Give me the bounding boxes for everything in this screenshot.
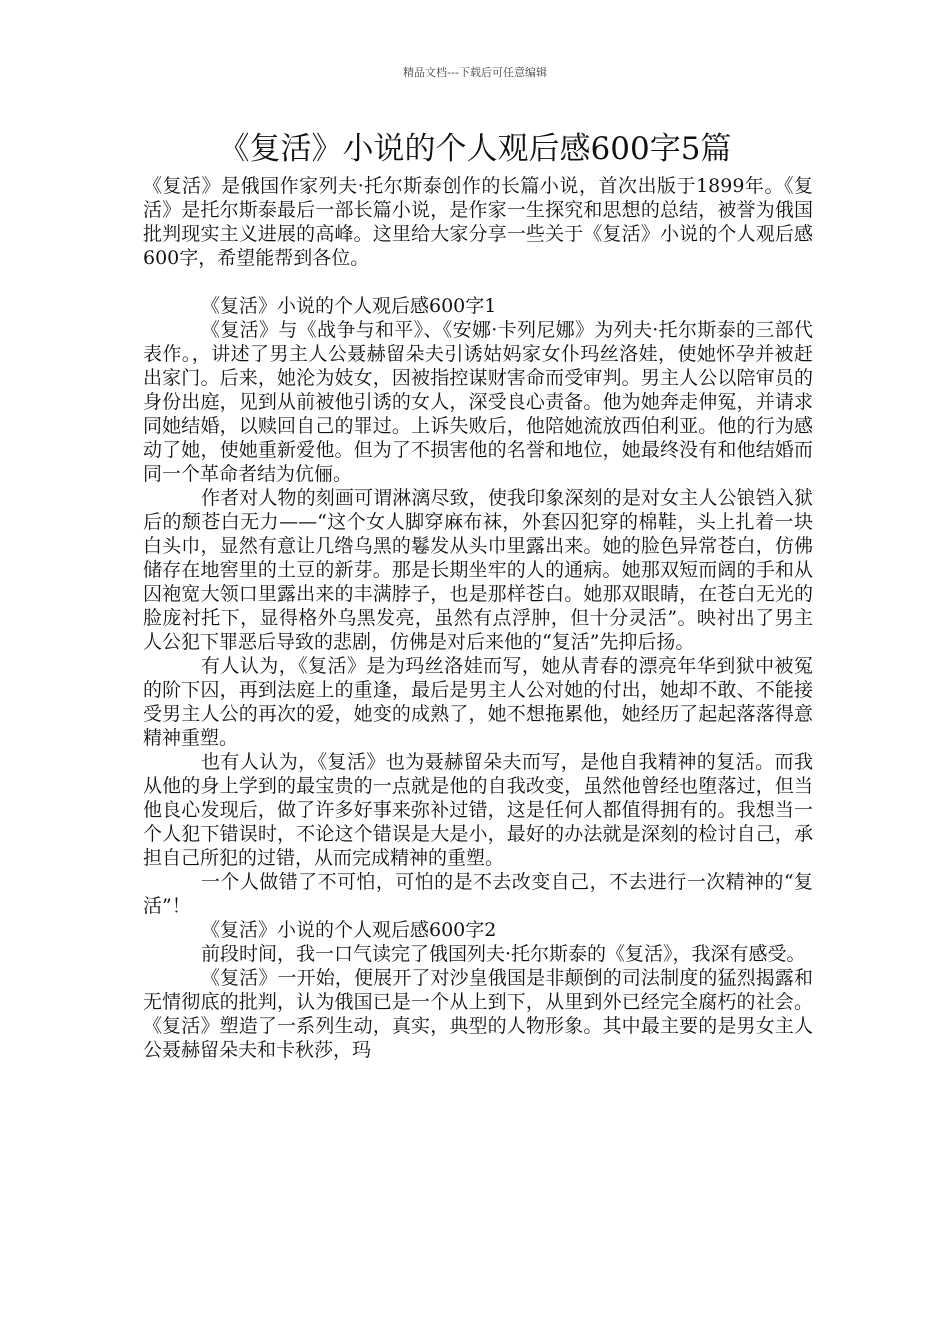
body-paragraph: 作者对人物的刻画可谓淋漓尽致，使我印象深刻的是对女主人公锒铛入狱后的颓苍白无力——“这个女人脚穿麻布袜，外套囚犯穿的棉鞋，头上扎着一块白头巾，显然有意让几绺乌黑的鬈发从头巾里露出来。她的脸色异常苍白，仿佛储存在地窖里的土豆的新芽。那是长期坐牢的人的通病。她那双短而阔的手和从囚袍宽大领口里露出来的丰满脖子，也是那样苍白。她那双眼睛，在苍白无光的脸庞衬托下，显得格外乌黑发亮，虽然有点浮肿，但十分灵活”。映衬出了男主人公犯下罪恶后导致的悲剧，仿佛是对后来他的“复活”先抑后扬。 (143, 487, 813, 653)
body-paragraph: 前段时间，我一口气读完了俄国列夫·托尔斯泰的《复活》，我深有感受。 (201, 943, 806, 965)
body-paragraph: 《复活》一开始，便展开了对沙皇俄国是非颠倒的司法制度的猛烈揭露和无情彻底的批判，认为俄国已是一个从上到下，从里到外已经完全腐朽的社会。《复活》塑造了一系列生动，真实，典型的人物形象。其中最主要的是男女主人公聂赫留朵夫和卡秋莎，玛 (143, 967, 813, 1061)
section-heading-1: 《复活》小说的个人观后感600字1 (201, 295, 497, 317)
body-paragraph: 有人认为，《复活》是为玛丝洛娃而写，她从青春的漂亮年华到狱中被冤的阶下囚，再到法庭上的重逢，最后是男主人公对她的付出，她却不敢、不能接受男主人公的再次的爱，她变的成熟了，她不想拖累他，她经历了起起落落得意精神重塑。 (143, 655, 813, 749)
body-paragraph: 一个人做错了不可怕，可怕的是不去改变自己，不去进行一次精神的“复活”！ (143, 871, 813, 917)
intro-paragraph: 《复活》是俄国作家列夫·托尔斯泰创作的长篇小说，首次出版于1899年。《复活》是托尔斯泰最后一部长篇小说，是作家一生探究和思想的总结，被誉为俄国批判现实主义进展的高峰。这里给大家分享一些关于《复活》小说的个人观后感600字，希望能帮到各位。 (143, 175, 813, 269)
section-heading-2: 《复活》小说的个人观后感600字2 (201, 919, 497, 941)
body-paragraph: 也有人认为，《复活》也为聂赫留朵夫而写，是他自我精神的复活。而我从他的身上学到的最宝贵的一点就是他的自我改变，虽然他曾经也堕落过，但当他良心发现后，做了许多好事来弥补过错，这是任何人都值得拥有的。我想当一个人犯下错误时，不论这个错误是大是小，最好的办法就是深刻的检讨自己，承担自己所犯的过错，从而完成精神的重塑。 (143, 751, 813, 869)
document-body (143, 174, 813, 1062)
body-paragraph: 《复活》与《战争与和平》、《安娜·卡列尼娜》为列夫·托尔斯泰的三部代表作。，讲述了男主人公聂赫留朵夫引诱姑妈家女仆玛丝洛娃，使她怀孕并被赶出家门。后来，她沦为妓女，因被指控谋财害命而受审判。男主人公以陪审员的身份出庭，见到从前被他引诱的女人，深受良心责备。他为她奔走伸冤，并请求同她结婚，以赎回自己的罪过。上诉失败后，他陪她流放西伯利亚。他的行为感动了她，使她重新爱他。但为了不损害他的名誉和地位，她最终没有和他结婚而同一个革命者结为伉俪。 (143, 319, 813, 485)
header-note: 精品文档---下载后可任意编辑 (403, 66, 547, 79)
document-title: 《复活》小说的个人观后感600字5篇 (218, 131, 732, 167)
